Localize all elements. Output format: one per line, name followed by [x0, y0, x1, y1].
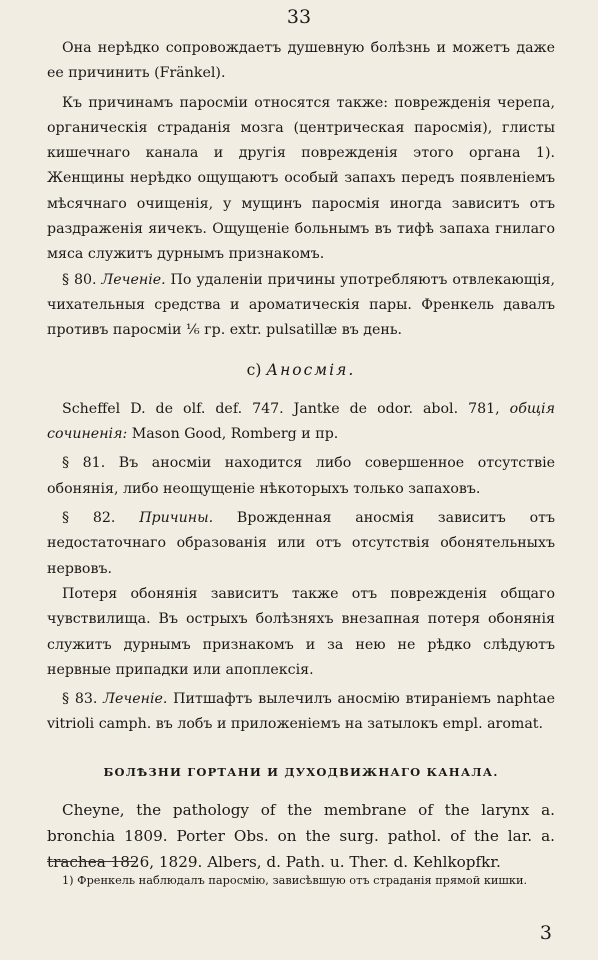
- footnote-text: 1) Френкель наблюдалъ паросмію, зависѣвшую отъ страданія прямой кишки.: [62, 874, 528, 887]
- chapter-heading: БОЛѢЗНИ ГОРТАНИ И ДУХОДВИЖНАГО КАНАЛА.: [103, 764, 499, 779]
- footnote: [47, 870, 555, 892]
- section-number-80: § 80.: [62, 271, 97, 288]
- paragraph-references: [47, 397, 555, 448]
- subsection-name: Аносмія.: [266, 360, 356, 379]
- paragraph-latin-references: Cheyne, the pathology of the membrane of the larynx a. bronchia 1809. Porter Obs. on the surg. pathol. of the lar. a. trachea 1826, 1829. Albers, d. Path. u. Ther. d. Kehlkopfkr.: [47, 801, 555, 872]
- paragraph-section-83: [47, 687, 555, 738]
- page-number: 33: [286, 6, 312, 28]
- section-text-80: По удаленіи причины употребляютъ отвлекающія, чихательныя средства и ароматическія пары. Френкель давалъ противъ паросміи ⅙ гр. extr. pulsatillæ въ день.: [47, 271, 555, 339]
- paragraph-p7: Потеря обонянія зависитъ также отъ поврежденія общаго чувствилища. Въ острыхъ болѣзняхъ внезапная потеря обонянія служитъ дурнымъ признакомъ и за нею не рѣдко слѣдуютъ нервные припадки или апоплексія.: [47, 585, 555, 678]
- subsection-letter: c): [246, 360, 262, 379]
- signature-mark: 3: [539, 922, 552, 944]
- footnote-rule: [47, 861, 137, 862]
- paragraph-section-81: [47, 451, 555, 502]
- section-number-81: § 81.: [62, 455, 106, 472]
- section-text-82: Врожденная аносмія зависитъ отъ недостаточнаго образованія или отъ отсутствія обонятельныхъ нервовъ.: [47, 510, 556, 577]
- section-text-81: Въ аносміи находится либо совершенное отсутствіе обонянія, либо неощущеніе нѣкоторыхъ только запаховъ.: [47, 455, 556, 497]
- section-lead-83: Леченіе.: [103, 691, 168, 708]
- references-tail: Mason Good, Romberg и пр.: [131, 426, 339, 443]
- section-lead-80: Леченіе.: [101, 271, 166, 288]
- subsection-title: [47, 358, 555, 383]
- paragraph-section-82: [47, 506, 555, 582]
- section-number-83: § 83.: [62, 691, 98, 708]
- section-number-82: § 82.: [62, 510, 116, 527]
- references-italic: общія сочиненія:: [47, 400, 555, 443]
- section-text-83: Питшафтъ вылечилъ аносмію втираніемъ naphtae vitrioli camph. въ лобъ и приложеніемъ на затылокъ empl. aromat.: [47, 691, 555, 733]
- main-text: [47, 36, 555, 875]
- paragraph-p2: Къ причинамъ паросміи относятся также: поврежденія черепа, органическія страданія мозга (центрическая паросмія), глисты кишечнаго канала и другія поврежденія этого органа 1). Женщины нерѣдко ощущаютъ особый запахъ передъ появленіемъ мѣсячнаго очищенія, у мущинъ паросмія иногда зависитъ отъ раздраженія яичекъ. Ощущеніе больнымъ въ тифѣ запаха гнилаго мяса служитъ дурнымъ признакомъ.: [47, 94, 555, 263]
- paragraph-section-80: [47, 268, 555, 344]
- paragraph-p1: Она нерѣдко сопровождаетъ душевную болѣзнь и можетъ даже ее причинить (Fränkel).: [47, 40, 555, 82]
- section-lead-82: Причины.: [139, 510, 214, 527]
- references-text: Scheffel D. de olf. def. 747. Jantke de odor. abol. 781,: [62, 400, 500, 417]
